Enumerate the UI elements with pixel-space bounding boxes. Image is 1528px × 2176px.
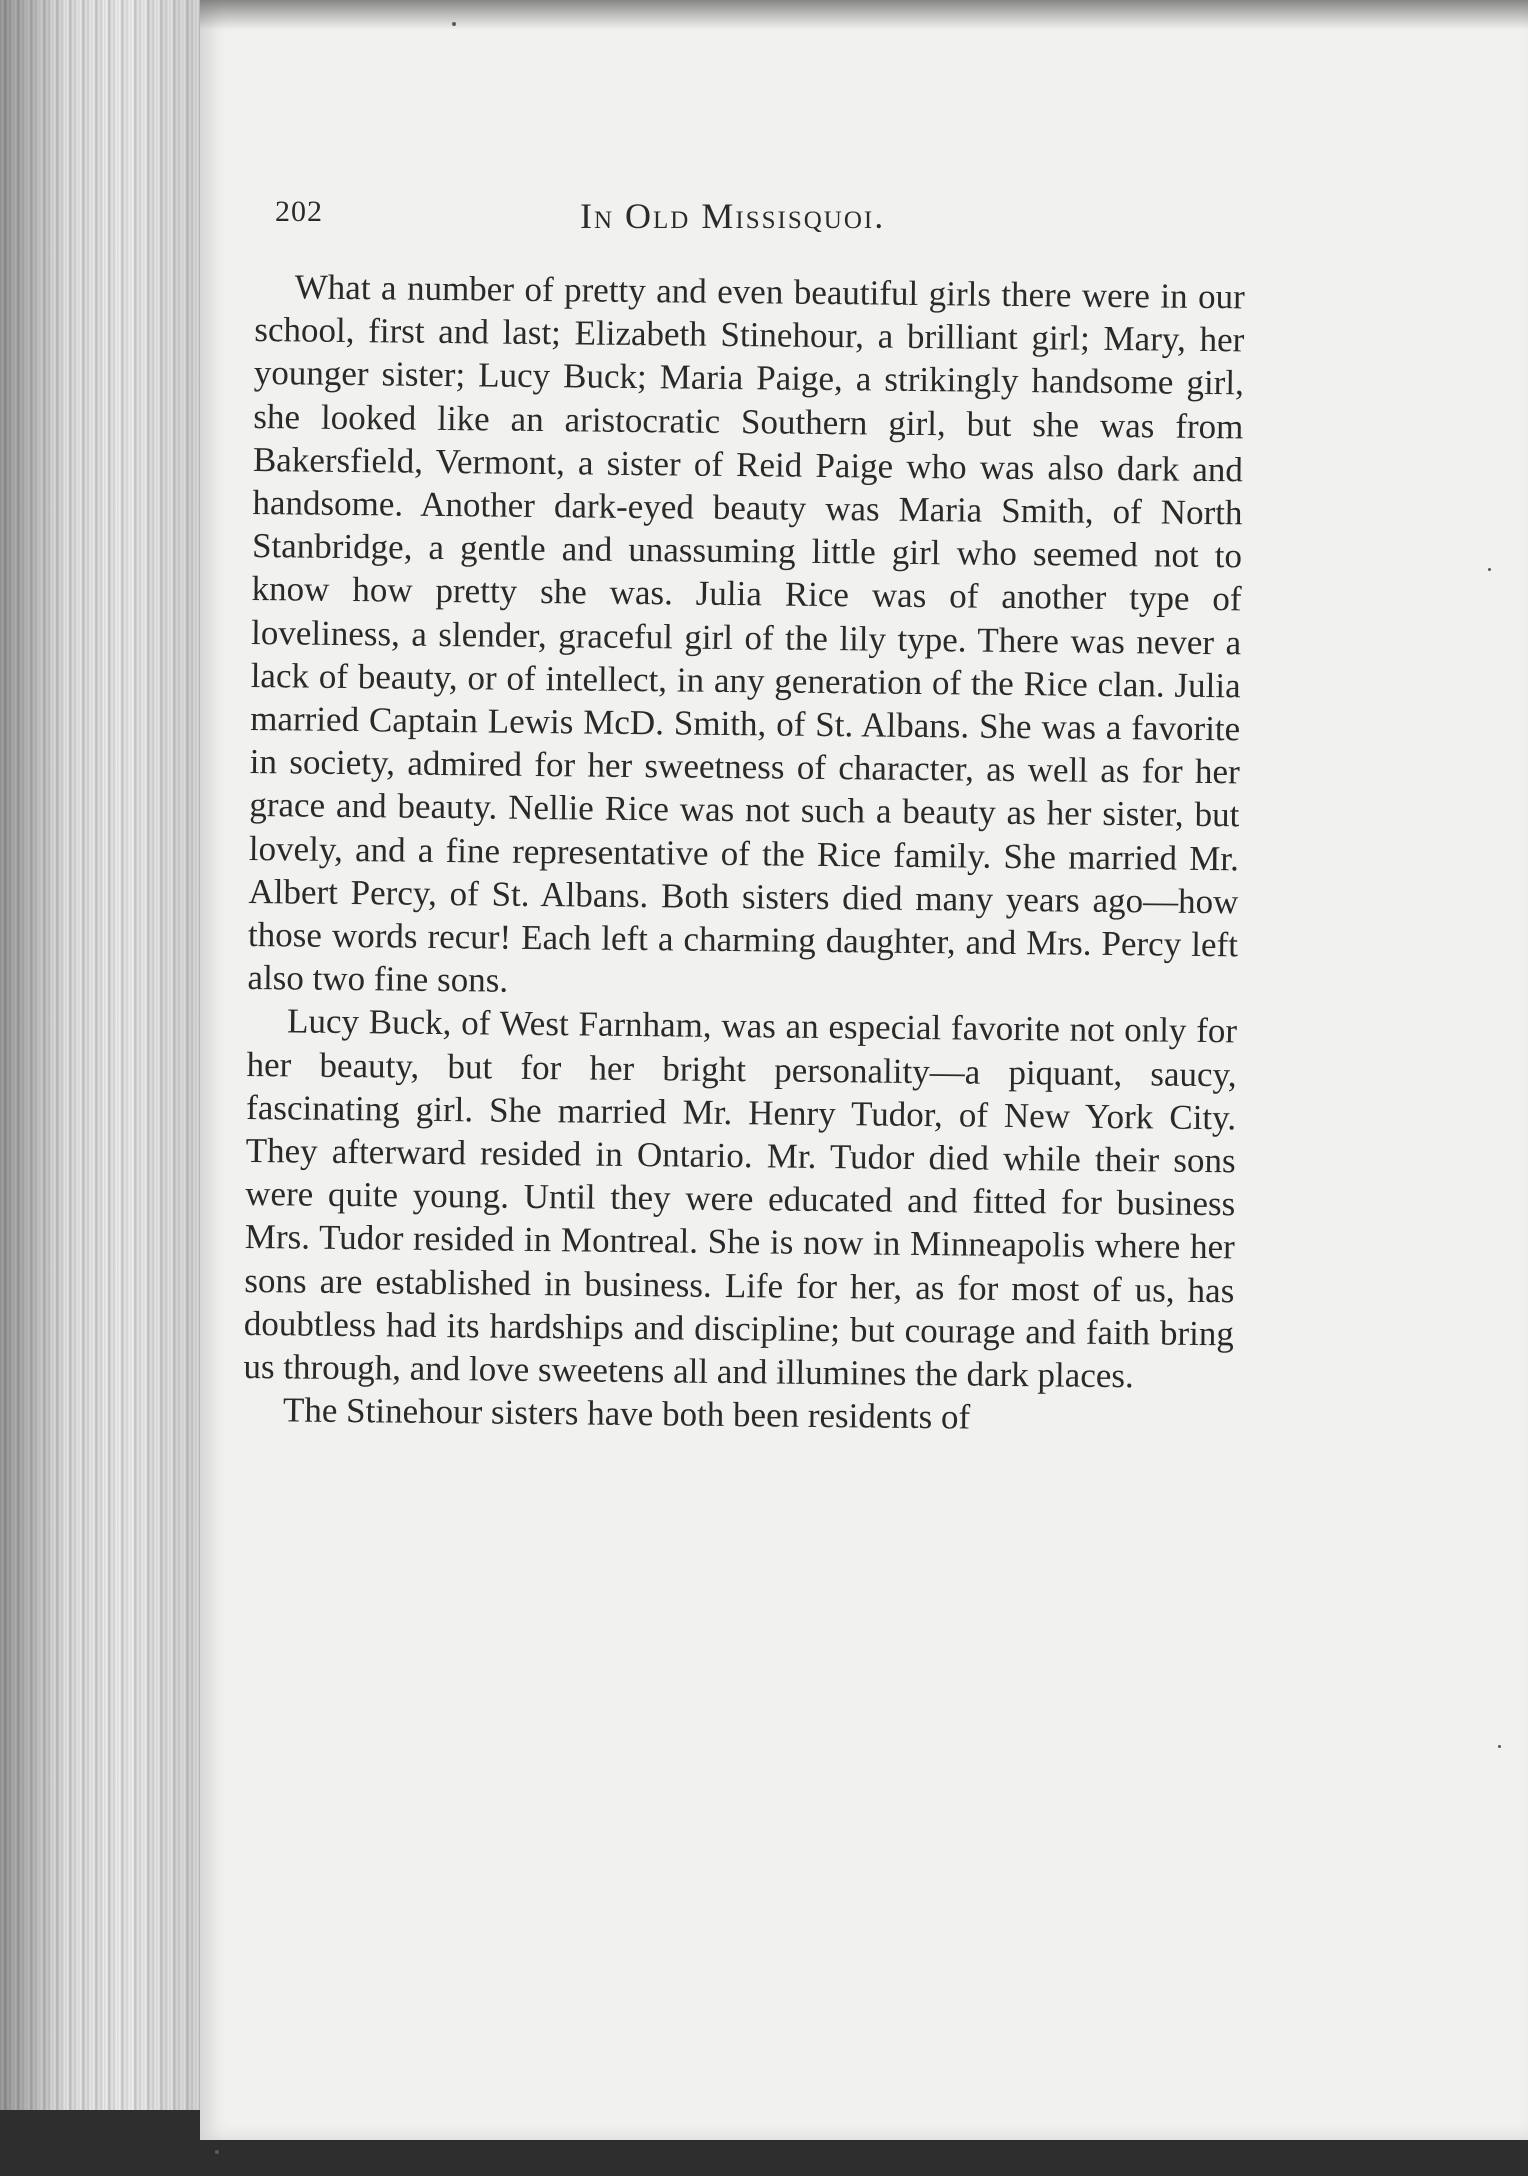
dust-speck [1488,568,1491,571]
page-number: 202 [275,195,323,228]
paragraph: The Stinehour sisters have both been residents of [282,1390,971,1437]
paragraph: Lucy Buck, of West Farnham, was an especial favorite not only for her beauty, but for her bright personality—a piquant, saucy, fascinating girl. She married Mr. Henry Tudor, of New York City. They afterward resided in Ontario. Mr. Tudor died while their sons were quite young. Until they were educated and fitted for business Mrs. Tudor resided in Montreal. She is now in Minneapolis where her sons are established in business. Life for her, as for most of us, has doubtless had its hardships and discipline; but courage and faith bring us through, and love sweetens all and illumines the dark places. [243,1001,1238,1396]
body-text [243,265,1245,1442]
dust-speck [452,22,456,26]
dust-speck [1498,1745,1501,1748]
running-title: In Old Missisquoi. [580,196,886,236]
paragraph: What a number of pretty and even beautiful girls there were in our school, first and last; Elizabeth Stinehour, a brilliant girl; Mary, her younger sister; Lucy Buck; Maria Paige, a strikingly handsome girl, she looked like an aristocratic Southern girl, but she was from Bakersfield, Vermont, a sister of Reid Paige who was also dark and handsome. Another dark-eyed beauty was Maria Smith, of North Stanbridge, a gentle and unassuming little girl who seemed not to know how pretty she was. Julia Rice was of another type of loveliness, a slender, graceful girl of the lily type. There was never a lack of beauty, or of intellect, in any generation of the Rice clan. Julia married Captain Lewis McD. Smith, of St. Albans. She was a favorite in society, admired for her sweetness of character, as well as for her grace and beauty. Nellie Rice was not such a beauty as her sister, but lovely, and a fine representative of the Rice family. She married Mr. Albert Percy, of St. Albans. Both sisters died many years ago—how those words recur! Each left a charming daughter, and Mrs. Percy left also two fine sons. [247,267,1245,1000]
running-head [275,195,1195,245]
book-page-edges [0,0,217,2110]
dust-speck [215,2150,219,2154]
